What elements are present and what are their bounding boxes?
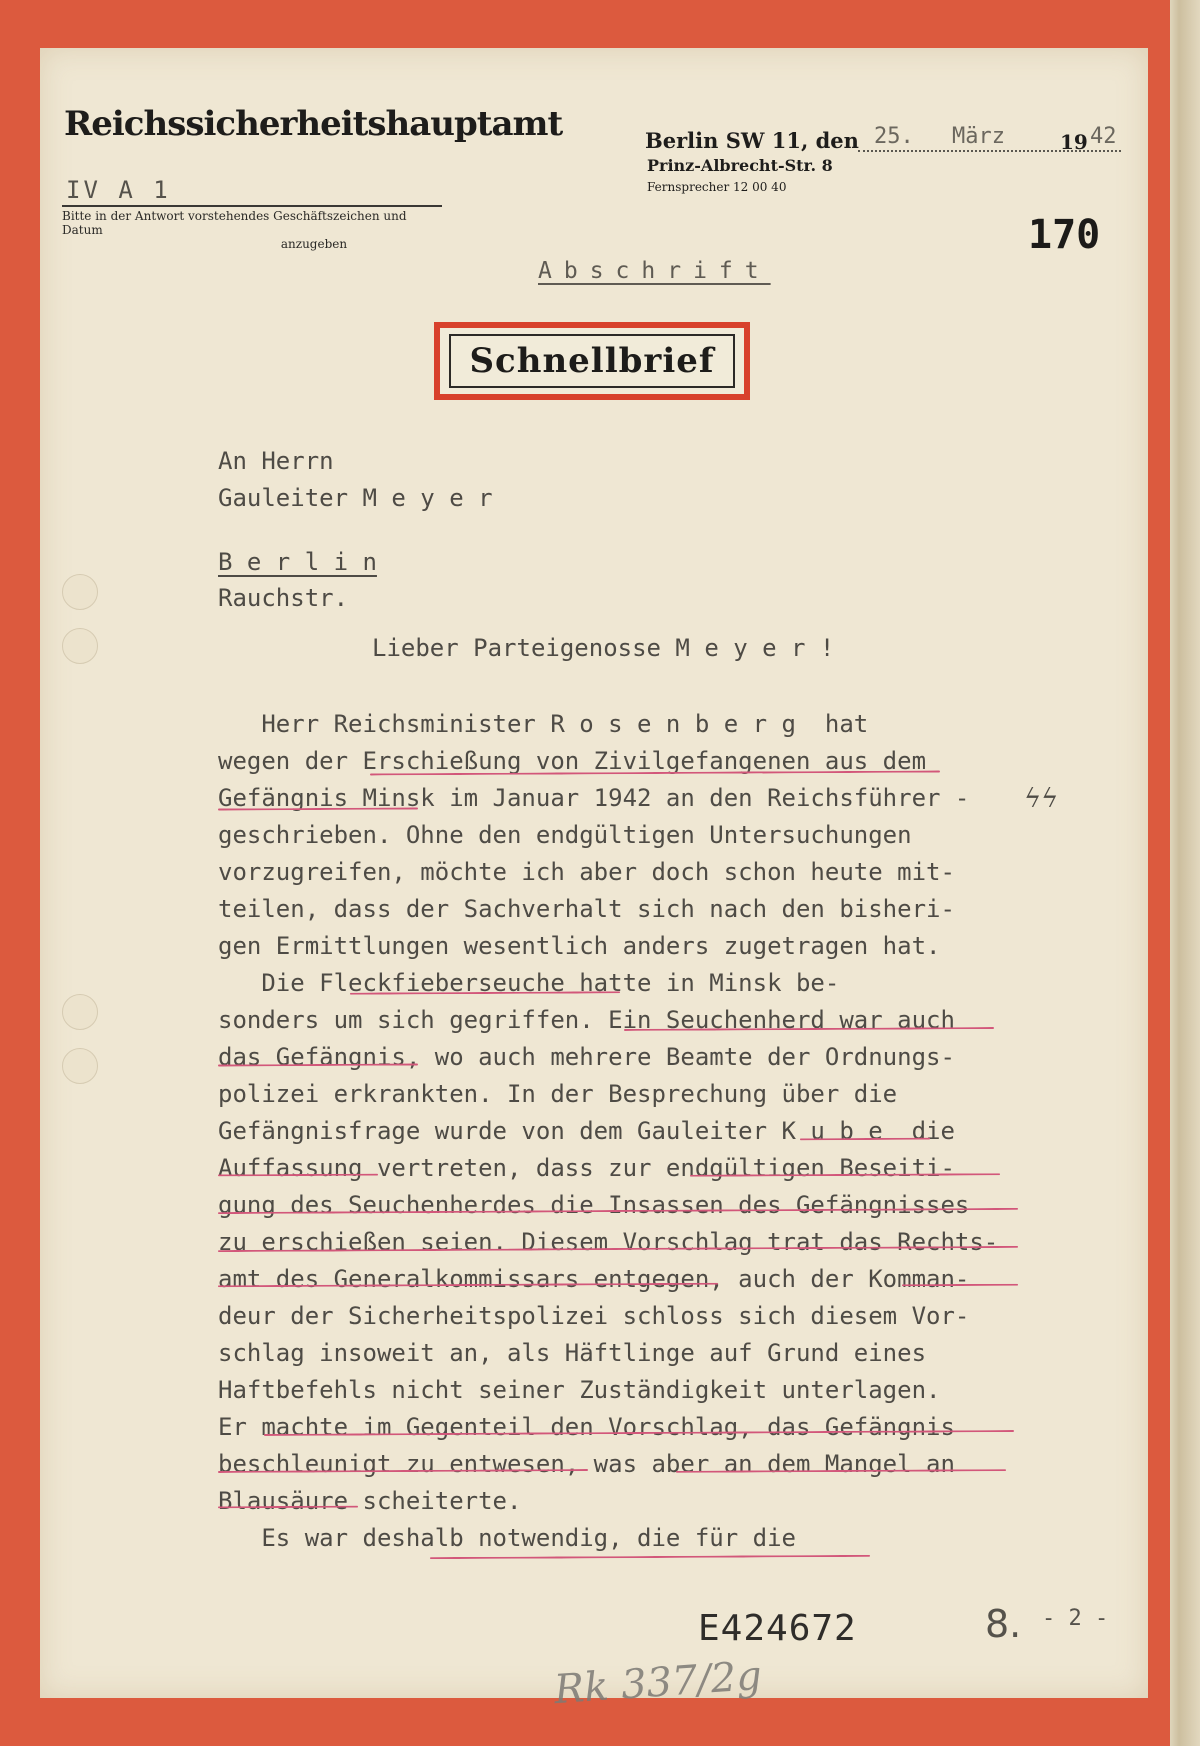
punch-hole [62, 574, 98, 610]
archive-number: E424672 [698, 1608, 857, 1649]
body-line: gung des Seuchenherdes die Insassen des Gefängnisses [218, 1191, 970, 1219]
reference-note [62, 209, 446, 251]
body-line: amt des Generalkommissars entgegen, auch der Komman- [218, 1265, 970, 1293]
body-line: sonders um sich gegriffen. Ein Seuchenherd war auch [218, 1006, 955, 1034]
date-year-suffix: 42 [1090, 124, 1117, 149]
date-day: 25. [874, 124, 914, 149]
body-line: Gefängnis Minsk im Januar 1942 an den Reichsführer - [218, 784, 970, 812]
copy-heading: Abschrift [538, 258, 771, 284]
body-line: Blausäure scheiterte. [218, 1487, 522, 1515]
body-line: vorzugreifen, möchte ich aber doch schon heute mit- [218, 858, 955, 886]
body-line: schlag insoweit an, als Häftlinge auf Grund eines [218, 1339, 927, 1367]
body-line: Herr Reichsminister R o s e n b e r g hat [218, 710, 869, 738]
recipient-street: Rauchstr. [218, 584, 349, 612]
body-line: teilen, dass der Sachverhalt sich nach den bisheri- [218, 895, 955, 923]
body-line: Gefängnisfrage wurde von dem Gauleiter K u b e die [218, 1117, 955, 1145]
ss-rune-mark: ϟϟ [1024, 784, 1059, 814]
body-line: das Gefängnis, wo auch mehrere Beamte der Ordnungs- [218, 1043, 955, 1071]
body-line: wegen der Erschießung von Zivilgefangenen aus dem [218, 747, 927, 775]
body-line: beschleunigt zu entwesen, was aber an dem Mangel an [218, 1450, 955, 1478]
reference-divider [62, 205, 442, 207]
punch-hole [62, 628, 98, 664]
page-continuation: - 2 - [1042, 1606, 1109, 1631]
street-address: Prinz-Albrecht-Str. 8 [647, 156, 833, 175]
date-month: März [952, 124, 1005, 149]
recipient-city: B e r l i n [218, 548, 377, 576]
handwritten-note: Rk 337/2g [552, 1652, 764, 1714]
folio-number: 170 [1028, 212, 1101, 258]
reference-note-line2: anzugeben [280, 237, 348, 251]
body-line: Es war deshalb notwendig, die für die [218, 1524, 796, 1552]
punch-hole [62, 994, 98, 1030]
body-line: deur der Sicherheitspolizei schloss sich diesem Vor- [218, 1302, 970, 1330]
organization-name: Reichssicherheitshauptamt [64, 104, 563, 144]
place-label: Berlin SW 11, den [645, 128, 859, 153]
urgent-stamp-inner-box [449, 334, 735, 388]
urgent-letter-stamp [434, 322, 750, 400]
body-line: polizei erkrankten. In der Besprechung über die [218, 1080, 898, 1108]
salutation: Lieber Parteigenosse M e y e r ! [372, 634, 835, 662]
body-line: geschrieben. Ohne den endgültigen Untersuchungen [218, 821, 912, 849]
phone-number: Fernsprecher 12 00 40 [647, 180, 787, 194]
page-marker: 8. [985, 1602, 1022, 1646]
body-line: gen Ermittlungen wesentlich anders zugetragen hat. [218, 932, 941, 960]
date-year-prefix: 19 [1060, 130, 1088, 154]
recipient-line2: Gauleiter M e y e r [218, 484, 493, 512]
body-line: Auffassung vertreten, dass zur endgültigen Beseiti- [218, 1154, 955, 1182]
recipient-line1: An Herrn [218, 447, 334, 475]
body-line: Er machte im Gegenteil den Vorschlag, das Gefängnis [218, 1413, 955, 1441]
reference-code: IV A 1 [66, 176, 171, 204]
urgent-stamp-label: Schnellbrief [469, 341, 715, 381]
body-line: zu erschießen seien. Diesem Vorschlag trat das Rechts- [218, 1228, 999, 1256]
reference-note-line1: Bitte in der Antwort vorstehendes Geschäftszeichen und Datum [62, 209, 407, 237]
body-line: Haftbefehls nicht seiner Zuständigkeit unterlagen. [218, 1376, 941, 1404]
punch-hole [62, 1048, 98, 1084]
body-line: Die Fleckfieberseuche hatte in Minsk be- [218, 969, 840, 997]
